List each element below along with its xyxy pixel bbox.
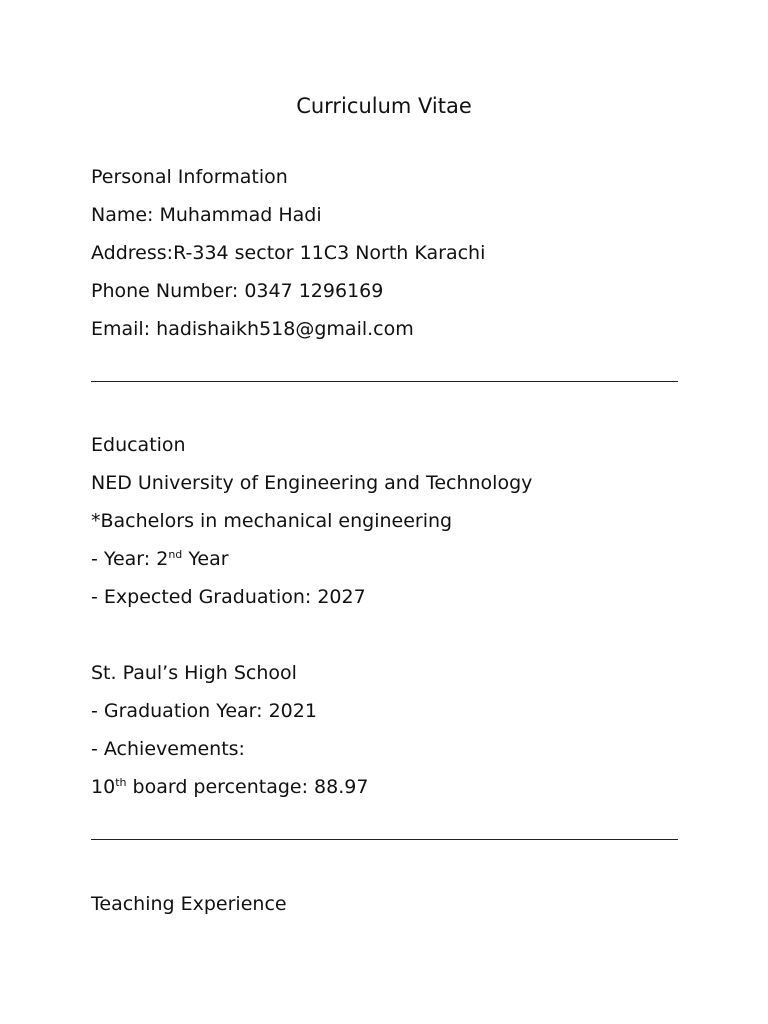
school-graduation-year: - Graduation Year: 2021 <box>91 700 317 722</box>
email-line: Email: hadishaikh518@gmail.com <box>91 318 414 340</box>
school-name: St. Paul’s High School <box>91 662 297 684</box>
address-line: Address:R-334 sector 11C3 North Karachi <box>91 242 486 264</box>
teaching-experience-heading: Teaching Experience <box>91 893 287 915</box>
personal-information-heading: Personal Information <box>91 166 288 188</box>
education-heading: Education <box>91 434 186 456</box>
phone-line: Phone Number: 0347 1296169 <box>91 280 384 302</box>
year-prefix: - Year: 2 <box>91 548 169 570</box>
board-percentage-line <box>91 775 368 799</box>
document-title: Curriculum Vitae <box>296 94 472 118</box>
board-ordinal-suffix: th <box>115 776 127 789</box>
section-divider <box>91 381 678 382</box>
university-name: NED University of Engineering and Technology <box>91 472 533 494</box>
section-divider <box>91 839 678 840</box>
year-line <box>91 547 229 571</box>
degree-line: *Bachelors in mechanical engineering <box>91 510 453 532</box>
year-suffix: Year <box>182 548 229 570</box>
achievements-label: - Achievements: <box>91 738 245 760</box>
board-suffix: board percentage: 88.97 <box>126 776 369 798</box>
year-ordinal-suffix: nd <box>168 548 183 561</box>
board-prefix: 10 <box>91 776 116 798</box>
expected-graduation-line: - Expected Graduation: 2027 <box>91 586 366 608</box>
name-line: Name: Muhammad Hadi <box>91 204 322 226</box>
